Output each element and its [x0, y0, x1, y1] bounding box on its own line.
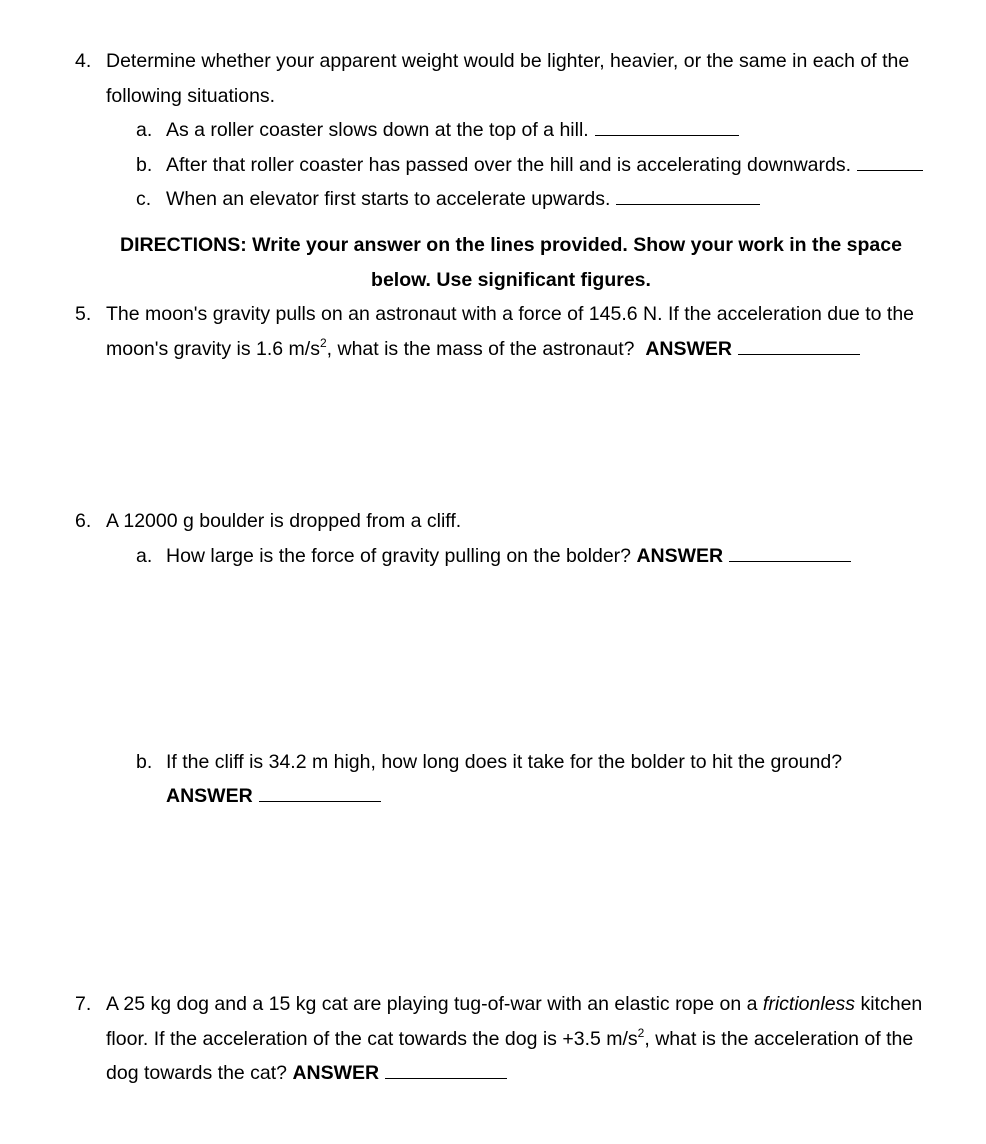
question-text: A 12000 g boulder is dropped from a cliff. — [106, 510, 462, 532]
answer-label: ANSWER — [636, 545, 724, 567]
item-6b-answer — [166, 787, 381, 807]
directions-line-2: below. Use significant figures. — [371, 269, 651, 291]
item-letter: a. — [136, 119, 153, 141]
answer-label: ANSWER — [645, 338, 733, 360]
question-text: , what is the acceleration of the — [644, 1028, 914, 1050]
superscript: 2 — [319, 336, 327, 350]
emphasis-text: frictionless — [762, 993, 856, 1015]
question-text: The moon's gravity pulls on an astronaut with a force of 145.6 N. If the acceleration due to the — [106, 303, 915, 325]
question-number: 4. — [75, 50, 92, 72]
answer-line[interactable] — [595, 134, 739, 136]
answer-line[interactable] — [259, 800, 381, 802]
question-text: following situations. — [106, 85, 276, 107]
question-number: 5. — [75, 303, 92, 325]
question-text: dog towards the cat? — [106, 1062, 288, 1084]
question-text-line2 — [106, 1026, 914, 1050]
question-text-line1 — [106, 995, 922, 1015]
question-number: 6. — [75, 510, 92, 532]
item-text: How large is the force of gravity pulling on the bolder? — [166, 545, 632, 567]
answer-label: ANSWER — [292, 1062, 380, 1084]
answer-line[interactable] — [729, 560, 851, 562]
item-text: When an elevator first starts to accelerate upwards. — [166, 188, 611, 210]
item-letter: b. — [136, 751, 153, 773]
directions-line-1: DIRECTIONS: Write your answer on the lines provided. Show your work in the space — [120, 234, 902, 256]
question-text: moon's gravity is 1.6 m/s — [106, 338, 320, 360]
question-text: Determine whether your apparent weight would be lighter, heavier, or the same in each of the — [106, 50, 910, 72]
superscript: 2 — [637, 1026, 645, 1040]
item-4c — [166, 190, 760, 210]
item-letter: b. — [136, 154, 153, 176]
answer-line[interactable] — [857, 169, 923, 171]
question-text-line2 — [106, 336, 860, 360]
question-text: kitchen — [860, 993, 923, 1015]
item-6a — [166, 547, 851, 567]
item-text: After that roller coaster has passed over the hill and is accelerating downwards. — [166, 154, 852, 176]
question-number: 7. — [75, 993, 92, 1015]
item-6b-text: If the cliff is 34.2 m high, how long does it take for the bolder to hit the ground? — [166, 751, 843, 773]
item-4a — [166, 121, 739, 141]
question-text-line3 — [106, 1064, 507, 1084]
question-text: A 25 kg dog and a 15 kg cat are playing tug-of-war with an elastic rope on a — [106, 993, 758, 1015]
answer-line[interactable] — [616, 203, 760, 205]
item-4b — [166, 156, 923, 176]
question-text: , what is the mass of the astronaut? — [326, 338, 635, 360]
answer-line[interactable] — [738, 353, 860, 355]
question-text: floor. If the acceleration of the cat towards the dog is +3.5 m/s — [106, 1028, 638, 1050]
answer-label: ANSWER — [166, 785, 253, 807]
answer-line[interactable] — [385, 1077, 507, 1079]
item-letter: a. — [136, 545, 153, 567]
item-text: As a roller coaster slows down at the top of a hill. — [166, 119, 589, 141]
item-letter: c. — [136, 188, 152, 210]
